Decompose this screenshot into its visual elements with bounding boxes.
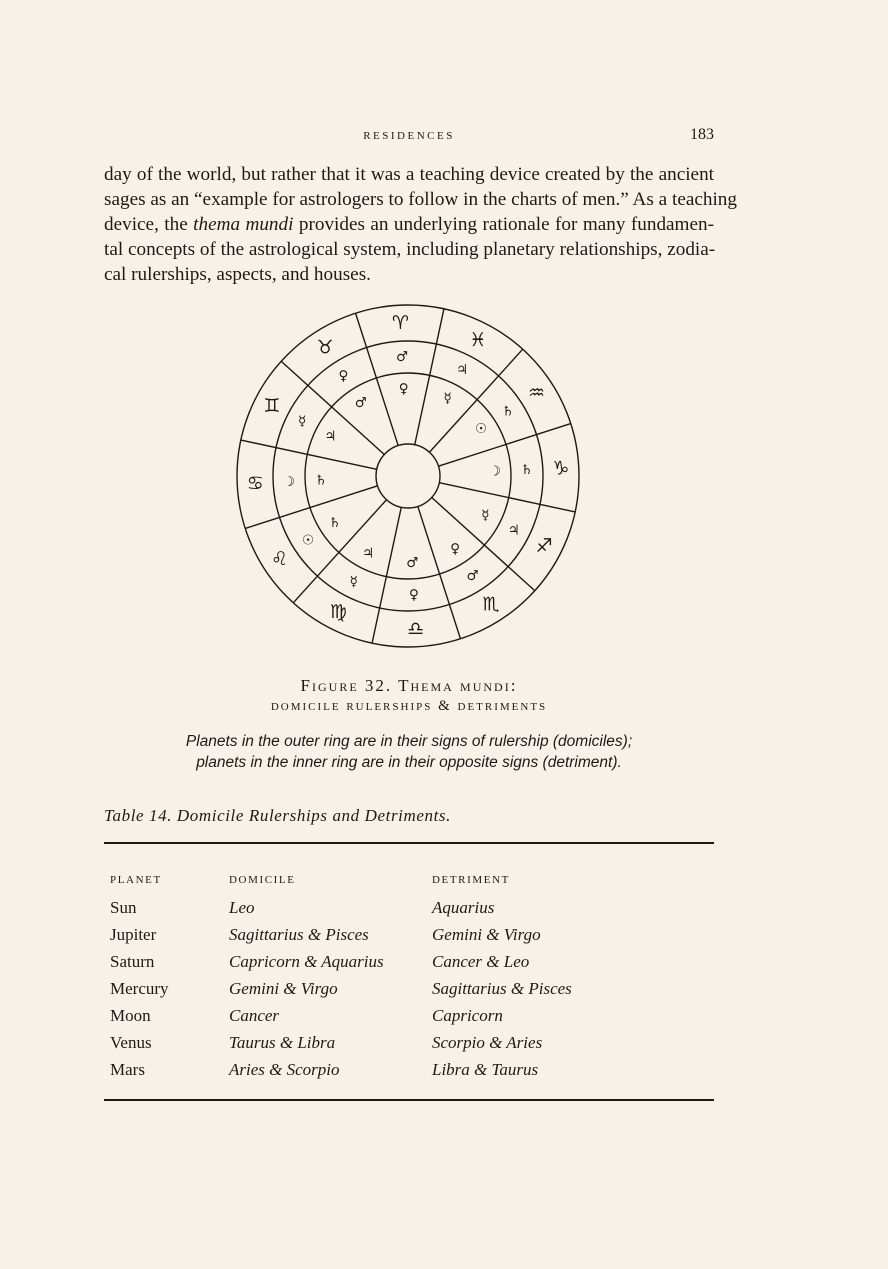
detriment-planet-icon: ♀ (398, 381, 409, 398)
figure-subtitle: domicile rulerships & detriments (270, 698, 548, 714)
thema-mundi-wheel (232, 300, 584, 652)
planet-cell: Moon (110, 1005, 151, 1025)
detriment-planet-icon: ♄ (315, 472, 328, 489)
sector-divider (418, 506, 461, 638)
zodiac-sign-icon: ♈ (391, 312, 409, 335)
domicile-cell: Aries & Scorpio (229, 1059, 340, 1079)
domicile-cell: Capricorn & Aquarius (229, 951, 384, 971)
zodiac-sign-icon: ♓ (469, 328, 487, 351)
zodiac-sign-icon: ♉ (316, 336, 334, 359)
figure-title: Figure 32. Thema mundi: (300, 676, 518, 695)
table-row (104, 921, 714, 948)
zodiac-sign-icon: ♐ (535, 534, 553, 557)
zodiac-sign-icon: ♋ (246, 472, 264, 495)
zodiac-sign-icon: ♑ (552, 457, 570, 480)
domicile-cell: Taurus & Libra (229, 1032, 336, 1052)
detriment-planet-icon: ☽ (488, 463, 501, 480)
planet-cell: Venus (110, 1032, 152, 1052)
table-header-row (104, 868, 714, 894)
domicile-planet-icon: ♀ (338, 368, 349, 384)
domicile-planet-icon: ♂ (396, 349, 409, 366)
running-head-title: residences (363, 126, 455, 143)
detriment-cell: Libra & Taurus (432, 1059, 539, 1079)
detriment-planet-icon: ♃ (362, 545, 375, 562)
detriment-planet-icon: ♄ (328, 515, 341, 532)
planet-cell: Jupiter (110, 924, 157, 944)
emphasis-thema-mundi: thema mundi (193, 214, 294, 235)
body-line (104, 212, 714, 237)
sector-divider (415, 309, 444, 445)
zodiac-sign-icon: ♒ (527, 382, 546, 404)
table-row (104, 948, 714, 975)
detriment-cell: Capricorn (432, 1005, 503, 1025)
domicile-planet-icon: ♃ (456, 362, 469, 379)
domicile-cell: Sagittarius & Pisces (229, 924, 369, 944)
planet-cell: Mercury (110, 978, 169, 998)
detriment-planet-icon: ♂ (406, 554, 419, 571)
table-bottom-rule (104, 1099, 714, 1101)
table-row (104, 975, 714, 1002)
zodiac-sign-icon: ♏ (482, 593, 500, 616)
zodiac-sign-icon: ♌ (270, 548, 289, 570)
figure-caption (104, 731, 714, 773)
detriment-planet-icon: ♂ (354, 394, 367, 411)
sector-divider (241, 440, 377, 469)
column-header-domicile: domicile (229, 870, 296, 887)
detriment-cell: Sagittarius & Pisces (432, 978, 572, 998)
center-circle (376, 444, 440, 508)
table-top-rule (104, 842, 714, 844)
body-paragraph (104, 162, 737, 287)
detriment-cell: Scorpio & Aries (432, 1032, 543, 1052)
body-line: sages as an “example for astrologers to follow in the charts of men.” As a teaching (104, 189, 737, 210)
detriment-planet-icon: ☿ (481, 507, 490, 524)
planet-cell: Sun (110, 897, 137, 917)
rulership-table (104, 868, 714, 1083)
zodiac-sign-icon: ♍ (329, 601, 347, 624)
body-line: day of the world, but rather that it was a teaching device created by the ancient (104, 164, 714, 185)
detriment-ring-circle (305, 373, 511, 579)
sector-divider (245, 486, 377, 532)
domicile-planet-icon: ☽ (283, 473, 296, 490)
domicile-planet-icon: ♃ (507, 522, 520, 539)
sector-divider (439, 483, 575, 512)
caption-line: Planets in the outer ring are in their signs of rulership (domiciles); (185, 733, 633, 750)
sector-divider (438, 424, 570, 467)
planet-cell: Mars (110, 1059, 145, 1079)
detriment-planet-icon: ☉ (475, 420, 488, 437)
detriment-cell: Aquarius (432, 897, 495, 917)
planet-cell: Saturn (110, 951, 155, 971)
caption-line: planets in the inner ring are in their opposite signs (detriment). (196, 754, 622, 771)
domicile-planet-icon: ♄ (520, 462, 533, 479)
body-line: tal concepts of the astrological system, including planetary relationships, zodia- (104, 239, 716, 260)
domicile-cell: Gemini & Virgo (229, 978, 338, 998)
body-text-run: device, the (104, 214, 194, 235)
running-head (104, 126, 714, 146)
domicile-planet-icon: ☉ (301, 532, 315, 549)
table-row (104, 1029, 714, 1056)
sector-divider (372, 507, 401, 643)
body-text-run: provides an underlying rationale for many fundamen- (293, 214, 714, 235)
domicile-planet-icon: ☿ (297, 413, 307, 430)
column-header-planet: planet (110, 870, 162, 887)
detriment-planet-icon: ♃ (324, 428, 337, 445)
zodiac-sign-icon: ♊ (263, 395, 281, 418)
table-caption: Table 14. Domicile Rulerships and Detriments. (104, 806, 451, 825)
zodiac-sign-icon: ♎ (407, 617, 425, 640)
detriment-planet-icon: ☿ (443, 390, 452, 407)
detriment-cell: Cancer & Leo (432, 951, 530, 971)
domicile-planet-icon: ♂ (466, 568, 479, 584)
domicile-planet-icon: ☿ (349, 573, 358, 590)
page-number: 183 (690, 126, 714, 143)
column-header-detriment: detriment (432, 870, 510, 887)
table-row (104, 1002, 714, 1029)
detriment-cell: Gemini & Virgo (432, 924, 541, 944)
table-row (104, 894, 714, 921)
detriment-planet-icon: ♀ (450, 541, 461, 558)
body-line: cal rulerships, aspects, and houses. (104, 264, 371, 285)
domicile-planet-icon: ♄ (501, 403, 515, 420)
domicile-cell: Cancer (229, 1005, 280, 1025)
domicile-cell: Leo (229, 897, 255, 917)
domicile-planet-icon: ♀ (408, 586, 419, 603)
table-row (104, 1056, 714, 1083)
